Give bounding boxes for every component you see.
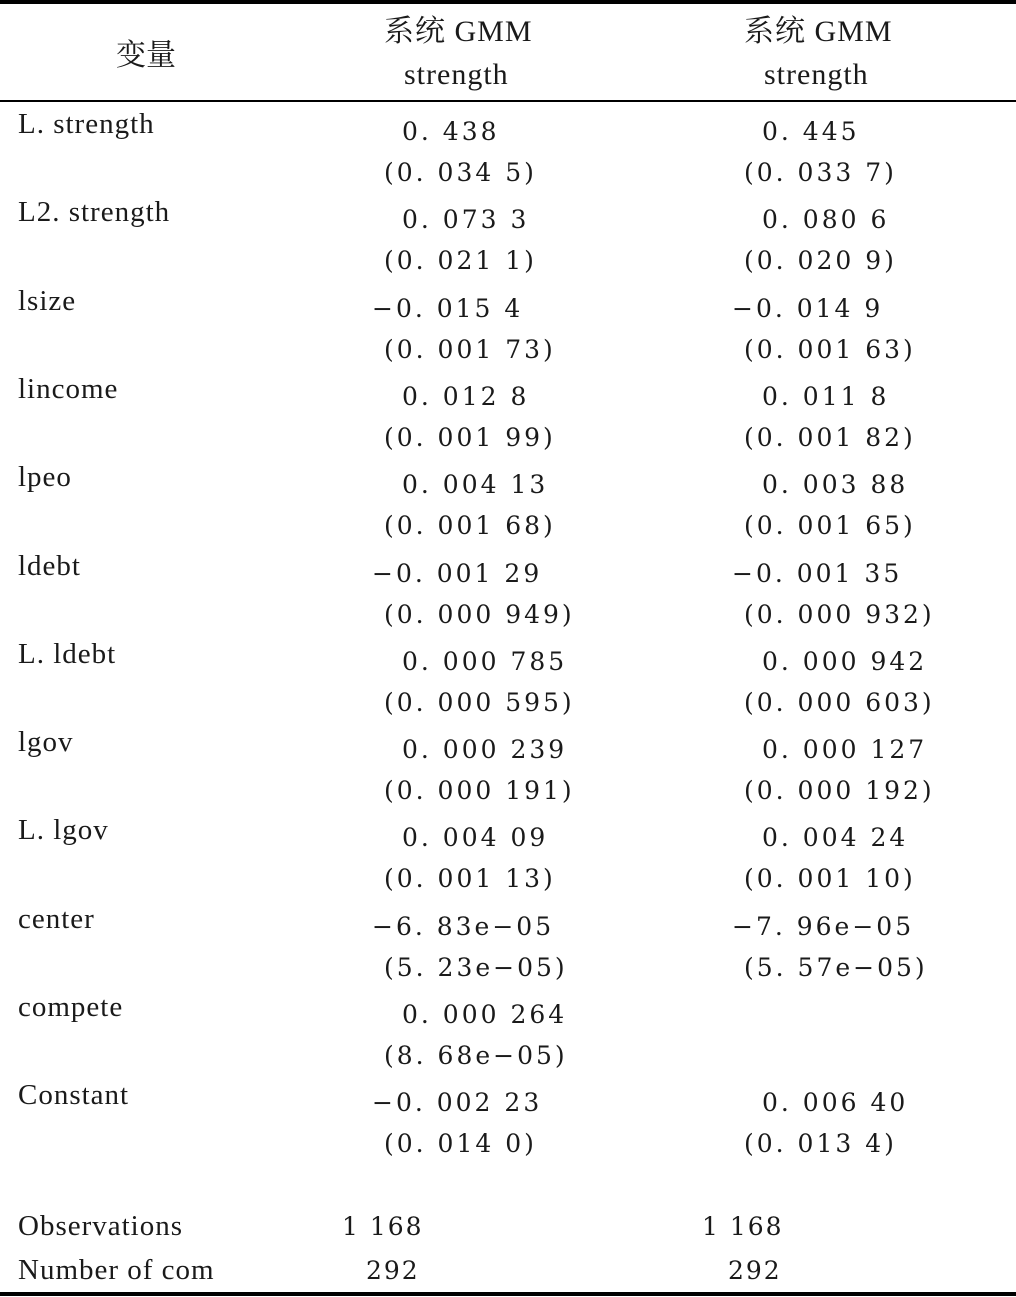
coef-col2: 0. 004 24 — [762, 823, 909, 853]
variable-name: L. strength — [18, 108, 155, 140]
coef-col2: 0. 445 — [762, 117, 860, 146]
se-col2: (0. 001 63) — [744, 334, 916, 364]
coef-col1: −0. 001 29 — [372, 558, 543, 588]
variable-name: lincome — [18, 372, 119, 405]
coef-col2: −7. 96e−05 — [732, 911, 915, 941]
se-col1: (0. 021 1) — [384, 246, 537, 276]
variable-name: center — [18, 902, 95, 935]
coef-col1: 0. 000 785 — [402, 646, 568, 676]
coef-col2: 0. 080 6 — [762, 205, 890, 235]
coef-col1: −0. 015 4 — [372, 293, 524, 323]
coef-col2: 0. 000 942 — [762, 646, 928, 676]
variable-name: L. lgov — [18, 814, 109, 847]
se-col2: (0. 001 65) — [744, 511, 916, 541]
coef-col1: −0. 002 23 — [372, 1088, 543, 1118]
se-col1: (5. 23e−05) — [384, 952, 568, 982]
variable-name: L. ldebt — [18, 637, 117, 670]
coef-col2 — [762, 997, 766, 1029]
col2-dependent-var: strength — [764, 58, 869, 91]
coef-col1: 0. 438 — [402, 117, 500, 146]
se-col1: (0. 000 595) — [384, 687, 575, 717]
table-header-rule — [0, 100, 1016, 102]
se-col1: (8. 68e−05) — [384, 1041, 568, 1070]
variable-name: lgov — [18, 726, 74, 759]
coef-col2: −0. 001 35 — [732, 558, 903, 588]
se-col2: (5. 57e−05) — [744, 952, 928, 982]
se-col1: (0. 001 13) — [384, 864, 556, 894]
coef-col1: 0. 000 264 — [402, 1000, 568, 1029]
se-col2: (0. 001 10) — [744, 864, 916, 894]
coef-col2: 0. 006 40 — [762, 1088, 909, 1118]
variable-name: ldebt — [18, 549, 81, 582]
se-col1: (0. 000 949) — [384, 599, 575, 629]
se-col1: (0. 001 99) — [384, 422, 556, 452]
col2-title: 系统 GMM — [744, 15, 893, 48]
coef-col1: 0. 004 13 — [402, 470, 549, 500]
se-col2: (0. 001 82) — [744, 422, 916, 452]
observations-label: Observations — [18, 1210, 184, 1242]
coef-col2: −0. 014 9 — [732, 293, 884, 323]
observations-col2: 1 168 — [702, 1212, 784, 1241]
coef-col2: 0. 000 127 — [762, 735, 928, 765]
se-col2: (0. 000 192) — [744, 776, 935, 806]
se-col2: (0. 033 7) — [744, 158, 897, 187]
coef-col1: 0. 012 8 — [402, 381, 530, 411]
coef-col1: 0. 004 09 — [402, 823, 549, 853]
coef-col2: 0. 011 8 — [762, 381, 890, 411]
col1-dependent-var: strength — [404, 58, 509, 91]
observations-col1: 1 168 — [342, 1212, 424, 1241]
variable-header: 变量 — [116, 39, 176, 72]
se-col2: (0. 000 932) — [744, 599, 935, 629]
variable-name: compete — [18, 991, 124, 1023]
variable-name: L2. strength — [18, 196, 171, 229]
coef-col1: −6. 83e−05 — [372, 911, 555, 941]
se-col2: (0. 020 9) — [744, 246, 897, 276]
se-col1: (0. 034 5) — [384, 158, 537, 187]
coef-col1: 0. 073 3 — [402, 205, 530, 235]
se-col1: (0. 001 68) — [384, 511, 556, 541]
number-of-com-label: Number of com — [18, 1254, 215, 1286]
variable-name: lpeo — [18, 461, 72, 494]
coef-col1: 0. 000 239 — [402, 735, 568, 765]
se-col1: (0. 001 73) — [384, 334, 556, 364]
number-of-com-col1: 292 — [366, 1256, 420, 1285]
col1-title: 系统 GMM — [384, 15, 533, 48]
variable-name: lsize — [18, 284, 77, 317]
number-of-com-col2: 292 — [728, 1256, 782, 1285]
se-col2: (0. 013 4) — [744, 1129, 897, 1159]
se-col1: (0. 014 0) — [384, 1129, 537, 1159]
table-top-rule — [0, 0, 1016, 4]
variable-name: Constant — [18, 1079, 130, 1112]
table-bottom-rule — [0, 1292, 1016, 1296]
se-col1: (0. 000 191) — [384, 776, 575, 806]
se-col2: (0. 000 603) — [744, 687, 935, 717]
coef-col2: 0. 003 88 — [762, 470, 909, 500]
